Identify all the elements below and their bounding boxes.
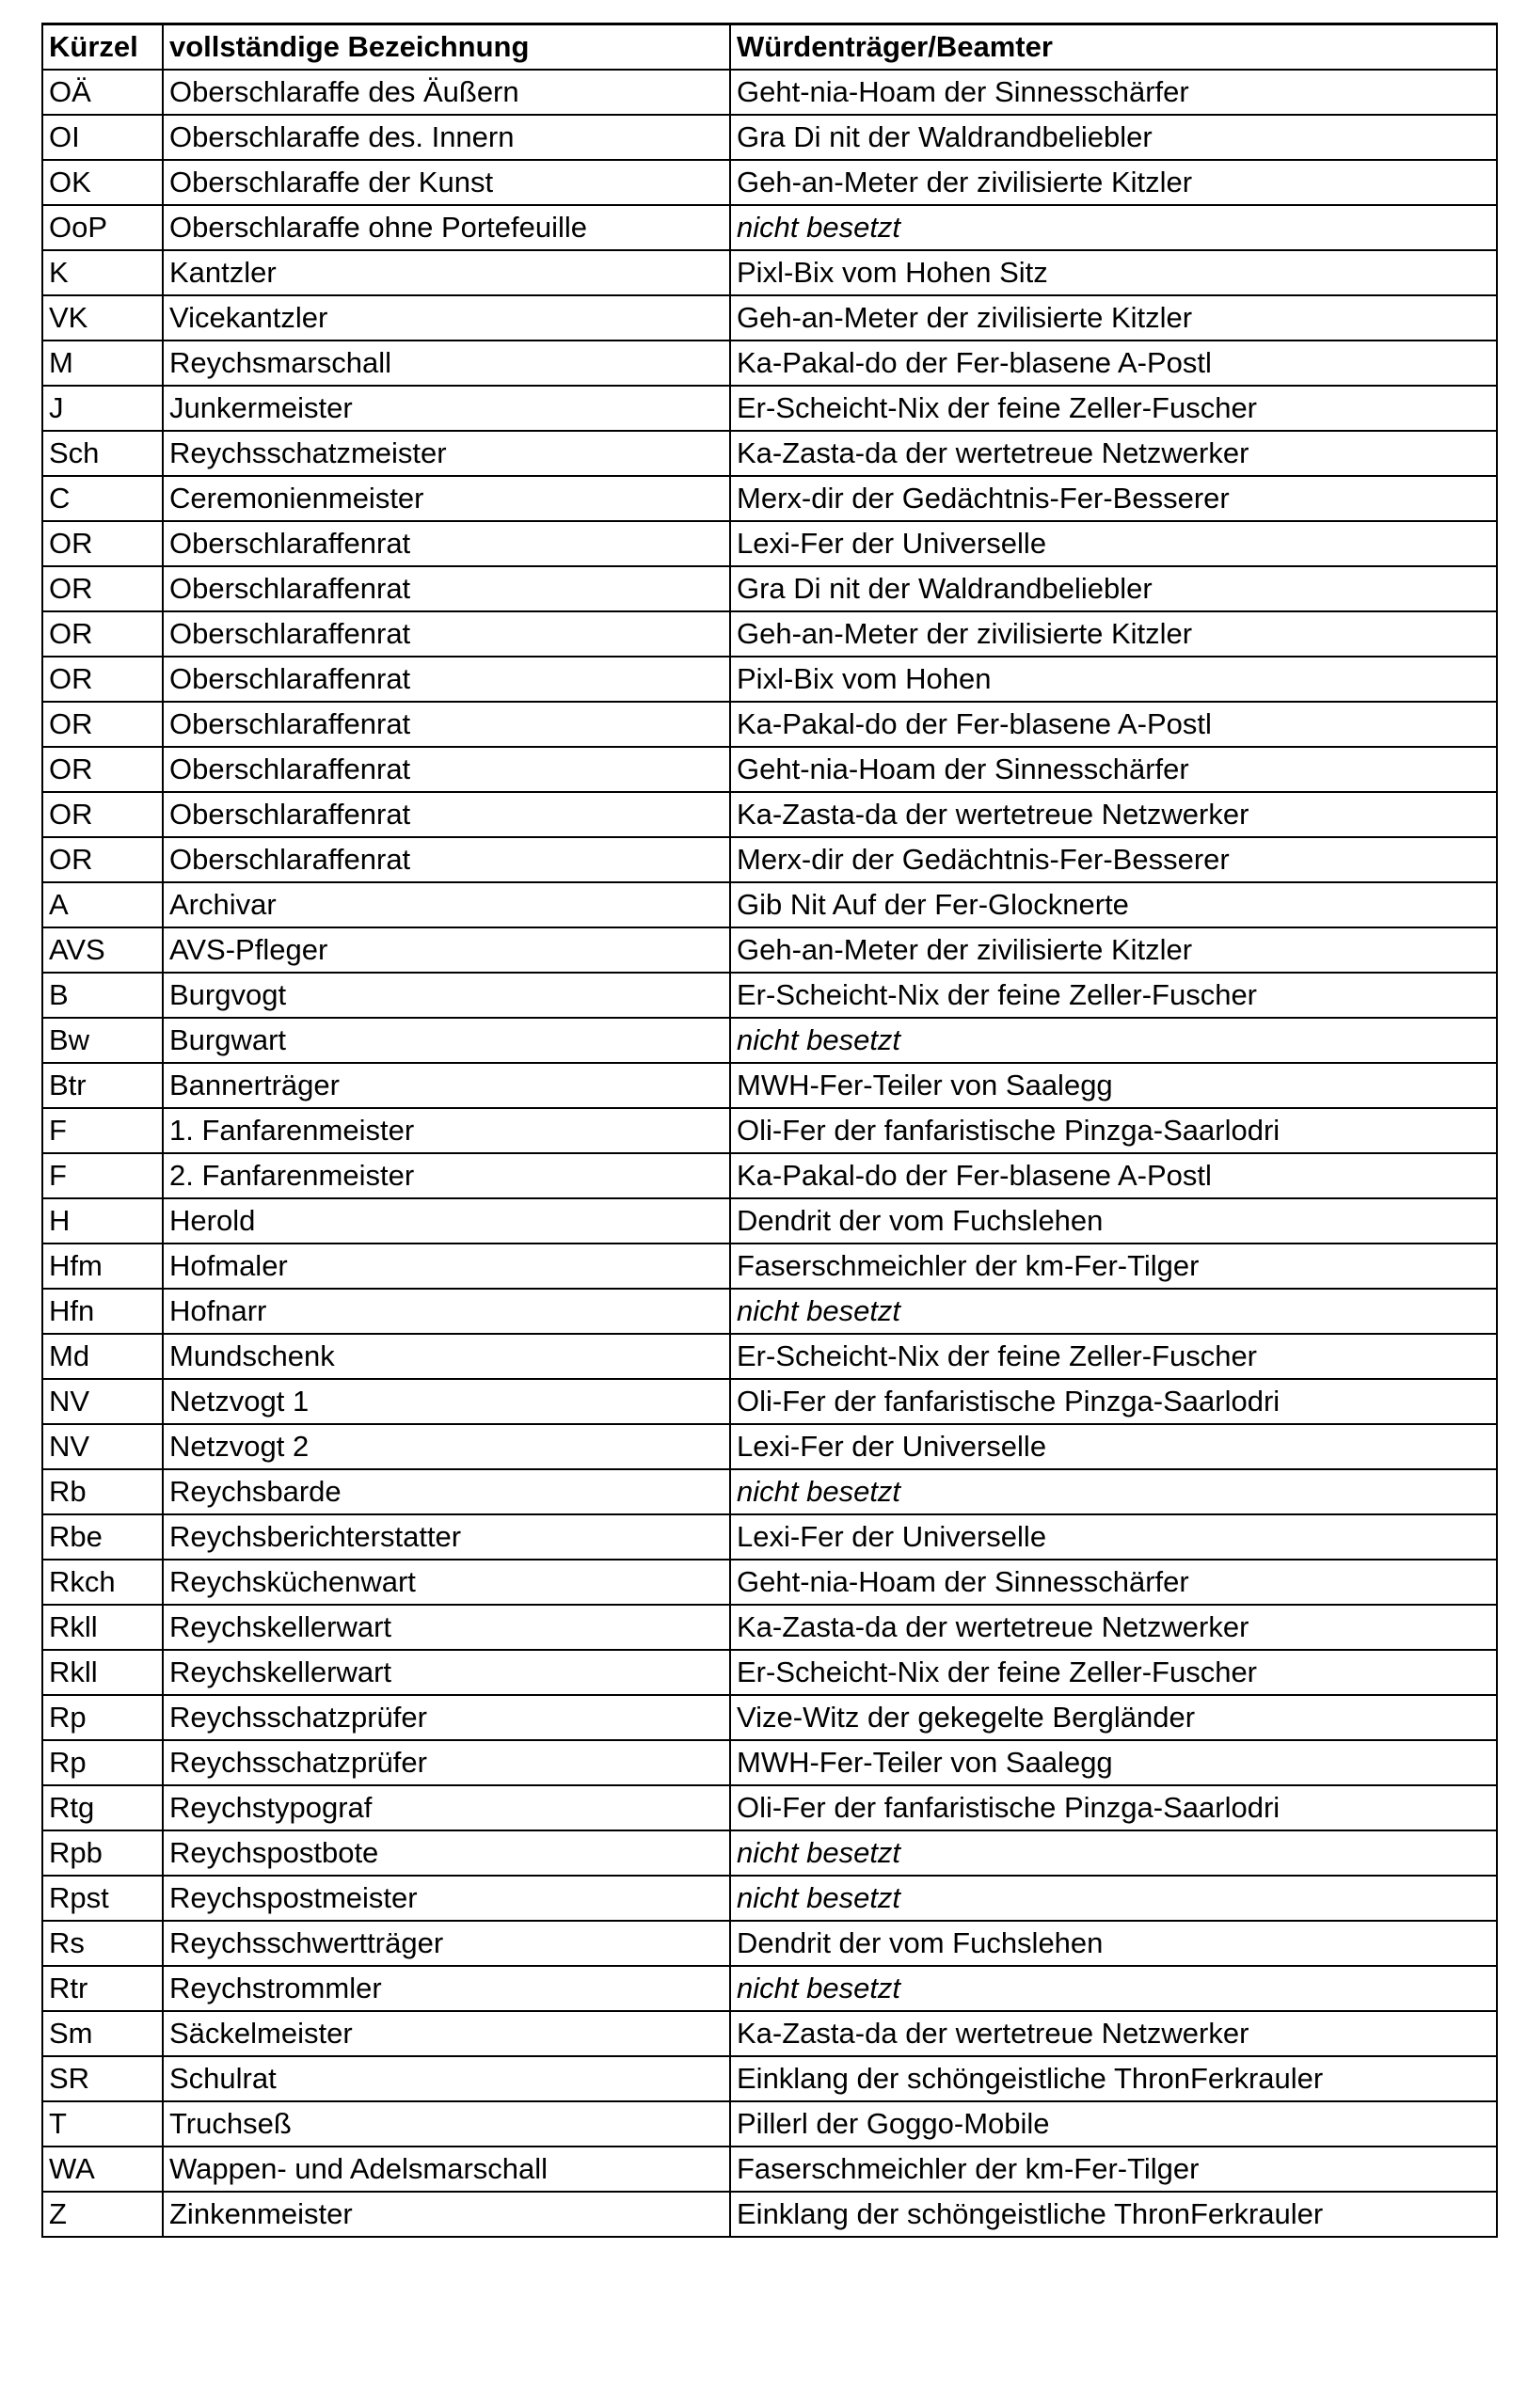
abbreviation-cell: OR bbox=[42, 566, 163, 611]
table-row bbox=[42, 702, 1497, 747]
abbreviation-cell: OR bbox=[42, 747, 163, 792]
table-row bbox=[42, 115, 1497, 160]
table-row bbox=[42, 1469, 1497, 1514]
table-row bbox=[42, 1650, 1497, 1695]
table-row bbox=[42, 1108, 1497, 1153]
office-holder-cell: Merx-dir der Gedächtnis-Fer-Besserer bbox=[730, 476, 1497, 521]
full-title-cell: Reychspostbote bbox=[163, 1830, 730, 1876]
full-title-cell: Reychskellerwart bbox=[163, 1650, 730, 1695]
full-title-cell: Wappen- und Adelsmarschall bbox=[163, 2147, 730, 2192]
full-title-cell: Oberschlaraffe ohne Portefeuille bbox=[163, 205, 730, 250]
table-row bbox=[42, 2147, 1497, 2192]
table-row bbox=[42, 1876, 1497, 1921]
abbreviation-cell: Z bbox=[42, 2192, 163, 2237]
abbreviation-cell: F bbox=[42, 1153, 163, 1198]
full-title-cell: Reychstypograf bbox=[163, 1785, 730, 1830]
abbreviation-cell: OÄ bbox=[42, 70, 163, 115]
abbreviation-cell: OoP bbox=[42, 205, 163, 250]
full-title-cell: 1. Fanfarenmeister bbox=[163, 1108, 730, 1153]
table-row bbox=[42, 160, 1497, 205]
office-holder-cell: Dendrit der vom Fuchslehen bbox=[730, 1921, 1497, 1966]
abbreviation-cell: Rtr bbox=[42, 1966, 163, 2011]
full-title-cell: Hofmaler bbox=[163, 1244, 730, 1289]
abbreviation-cell: A bbox=[42, 882, 163, 927]
office-holder-cell: MWH-Fer-Teiler von Saalegg bbox=[730, 1740, 1497, 1785]
office-holder-cell: MWH-Fer-Teiler von Saalegg bbox=[730, 1063, 1497, 1108]
full-title-cell: Reychsschatzprüfer bbox=[163, 1695, 730, 1740]
header-abbreviation: Kürzel bbox=[42, 24, 163, 71]
office-holder-cell: Ka-Zasta-da der wertetreue Netzwerker bbox=[730, 2011, 1497, 2056]
full-title-cell: Oberschlaraffenrat bbox=[163, 566, 730, 611]
full-title-cell: Oberschlaraffenrat bbox=[163, 702, 730, 747]
abbreviation-cell: OI bbox=[42, 115, 163, 160]
full-title-cell: Reychsschatzmeister bbox=[163, 431, 730, 476]
abbreviation-cell: H bbox=[42, 1198, 163, 1244]
full-title-cell: Reychsschwertträger bbox=[163, 1921, 730, 1966]
abbreviation-cell: VK bbox=[42, 295, 163, 341]
full-title-cell: Netzvogt 1 bbox=[163, 1379, 730, 1424]
abbreviation-cell: NV bbox=[42, 1379, 163, 1424]
abbreviation-cell: Hfm bbox=[42, 1244, 163, 1289]
office-holder-cell: Er-Scheicht-Nix der feine Zeller-Fuscher bbox=[730, 386, 1497, 431]
full-title-cell: Oberschlaraffenrat bbox=[163, 747, 730, 792]
table-row bbox=[42, 611, 1497, 657]
office-holder-cell: Ka-Pakal-do der Fer-blasene A-Postl bbox=[730, 702, 1497, 747]
table-row bbox=[42, 882, 1497, 927]
full-title-cell: Oberschlaraffenrat bbox=[163, 792, 730, 837]
table-row bbox=[42, 837, 1497, 882]
abbreviation-cell: T bbox=[42, 2101, 163, 2147]
office-holder-cell: Ka-Zasta-da der wertetreue Netzwerker bbox=[730, 1605, 1497, 1650]
table-row bbox=[42, 1695, 1497, 1740]
abbreviation-cell: OK bbox=[42, 160, 163, 205]
office-holder-cell: nicht besetzt bbox=[730, 1966, 1497, 2011]
abbreviation-cell: Rkll bbox=[42, 1650, 163, 1695]
full-title-cell: Junkermeister bbox=[163, 386, 730, 431]
abbreviation-cell: OR bbox=[42, 702, 163, 747]
table-row bbox=[42, 657, 1497, 702]
office-holder-cell: nicht besetzt bbox=[730, 205, 1497, 250]
abbreviation-cell: J bbox=[42, 386, 163, 431]
office-holder-cell: Ka-Zasta-da der wertetreue Netzwerker bbox=[730, 792, 1497, 837]
table-row bbox=[42, 1063, 1497, 1108]
table-row bbox=[42, 2192, 1497, 2237]
full-title-cell: Oberschlaraffe des. Innern bbox=[163, 115, 730, 160]
table-row bbox=[42, 1018, 1497, 1063]
table-row bbox=[42, 973, 1497, 1018]
full-title-cell: Schulrat bbox=[163, 2056, 730, 2101]
table-row bbox=[42, 1966, 1497, 2011]
office-holder-cell: nicht besetzt bbox=[730, 1876, 1497, 1921]
office-holder-cell: Geh-an-Meter der zivilisierte Kitzler bbox=[730, 611, 1497, 657]
office-holder-cell: Oli-Fer der fanfaristische Pinzga-Saarlodri bbox=[730, 1379, 1497, 1424]
table-body bbox=[42, 70, 1497, 2237]
table-row bbox=[42, 341, 1497, 386]
office-holder-cell: Dendrit der vom Fuchslehen bbox=[730, 1198, 1497, 1244]
table-row bbox=[42, 1740, 1497, 1785]
full-title-cell: Burgvogt bbox=[163, 973, 730, 1018]
table-row bbox=[42, 1198, 1497, 1244]
abbreviation-cell: K bbox=[42, 250, 163, 295]
abbreviation-cell: OR bbox=[42, 837, 163, 882]
full-title-cell: Burgwart bbox=[163, 1018, 730, 1063]
full-title-cell: Oberschlaraffenrat bbox=[163, 521, 730, 566]
table-row bbox=[42, 1514, 1497, 1560]
office-holder-cell: Lexi-Fer der Universelle bbox=[730, 521, 1497, 566]
table-row bbox=[42, 792, 1497, 837]
full-title-cell: 2. Fanfarenmeister bbox=[163, 1153, 730, 1198]
office-holder-cell: Oli-Fer der fanfaristische Pinzga-Saarlodri bbox=[730, 1785, 1497, 1830]
abbreviation-cell: C bbox=[42, 476, 163, 521]
full-title-cell: Reychstrommler bbox=[163, 1966, 730, 2011]
table-row bbox=[42, 1289, 1497, 1334]
office-holder-cell: Ka-Pakal-do der Fer-blasene A-Postl bbox=[730, 1153, 1497, 1198]
office-holder-cell: Gra Di nit der Waldrandbeliebler bbox=[730, 566, 1497, 611]
full-title-cell: Truchseß bbox=[163, 2101, 730, 2147]
office-holder-cell: Geht-nia-Hoam der Sinnesschärfer bbox=[730, 1560, 1497, 1605]
office-holder-cell: Er-Scheicht-Nix der feine Zeller-Fuscher bbox=[730, 973, 1497, 1018]
office-holder-cell: Gib Nit Auf der Fer-Glocknerte bbox=[730, 882, 1497, 927]
abbreviation-cell: Rpst bbox=[42, 1876, 163, 1921]
table-row bbox=[42, 386, 1497, 431]
office-holder-cell: Gra Di nit der Waldrandbeliebler bbox=[730, 115, 1497, 160]
full-title-cell: Oberschlaraffe des Äußern bbox=[163, 70, 730, 115]
abbreviation-cell: Rtg bbox=[42, 1785, 163, 1830]
full-title-cell: Hofnarr bbox=[163, 1289, 730, 1334]
abbreviation-cell: WA bbox=[42, 2147, 163, 2192]
full-title-cell: Reychspostmeister bbox=[163, 1876, 730, 1921]
table-row bbox=[42, 1605, 1497, 1650]
office-holder-cell: Er-Scheicht-Nix der feine Zeller-Fuscher bbox=[730, 1334, 1497, 1379]
full-title-cell: Herold bbox=[163, 1198, 730, 1244]
full-title-cell: Mundschenk bbox=[163, 1334, 730, 1379]
office-holder-cell: Geht-nia-Hoam der Sinnesschärfer bbox=[730, 747, 1497, 792]
full-title-cell: Oberschlaraffenrat bbox=[163, 611, 730, 657]
office-holder-cell: Merx-dir der Gedächtnis-Fer-Besserer bbox=[730, 837, 1497, 882]
office-holder-cell: Pillerl der Goggo-Mobile bbox=[730, 2101, 1497, 2147]
abbreviation-cell: Rb bbox=[42, 1469, 163, 1514]
abbreviation-cell: Bw bbox=[42, 1018, 163, 1063]
table-row bbox=[42, 747, 1497, 792]
abbreviation-cell: B bbox=[42, 973, 163, 1018]
office-holder-cell: Faserschmeichler der km-Fer-Tilger bbox=[730, 2147, 1497, 2192]
officials-table bbox=[41, 23, 1498, 2238]
table-row bbox=[42, 1153, 1497, 1198]
full-title-cell: Reychsküchenwart bbox=[163, 1560, 730, 1605]
header-row bbox=[42, 24, 1497, 71]
full-title-cell: Oberschlaraffenrat bbox=[163, 657, 730, 702]
full-title-cell: Reychsberichterstatter bbox=[163, 1514, 730, 1560]
header-full-title: vollständige Bezeichnung bbox=[163, 24, 730, 71]
table-row bbox=[42, 1379, 1497, 1424]
abbreviation-cell: Rs bbox=[42, 1921, 163, 1966]
abbreviation-cell: F bbox=[42, 1108, 163, 1153]
office-holder-cell: nicht besetzt bbox=[730, 1469, 1497, 1514]
abbreviation-cell: AVS bbox=[42, 927, 163, 973]
abbreviation-cell: Rp bbox=[42, 1695, 163, 1740]
table-row bbox=[42, 250, 1497, 295]
table-row bbox=[42, 295, 1497, 341]
table-row bbox=[42, 2101, 1497, 2147]
abbreviation-cell: M bbox=[42, 341, 163, 386]
office-holder-cell: Geh-an-Meter der zivilisierte Kitzler bbox=[730, 295, 1497, 341]
table-row bbox=[42, 927, 1497, 973]
table-row bbox=[42, 1424, 1497, 1469]
full-title-cell: Reychsbarde bbox=[163, 1469, 730, 1514]
full-title-cell: Netzvogt 2 bbox=[163, 1424, 730, 1469]
abbreviation-cell: OR bbox=[42, 792, 163, 837]
table-row bbox=[42, 1334, 1497, 1379]
full-title-cell: Zinkenmeister bbox=[163, 2192, 730, 2237]
abbreviation-cell: Sm bbox=[42, 2011, 163, 2056]
abbreviation-cell: OR bbox=[42, 657, 163, 702]
abbreviation-cell: Rkch bbox=[42, 1560, 163, 1605]
abbreviation-cell: SR bbox=[42, 2056, 163, 2101]
table-row bbox=[42, 1785, 1497, 1830]
abbreviation-cell: Btr bbox=[42, 1063, 163, 1108]
full-title-cell: AVS-Pfleger bbox=[163, 927, 730, 973]
office-holder-cell: Geht-nia-Hoam der Sinnesschärfer bbox=[730, 70, 1497, 115]
abbreviation-cell: Sch bbox=[42, 431, 163, 476]
table-row bbox=[42, 1921, 1497, 1966]
abbreviation-cell: NV bbox=[42, 1424, 163, 1469]
full-title-cell: Reychsschatzprüfer bbox=[163, 1740, 730, 1785]
full-title-cell: Oberschlaraffe der Kunst bbox=[163, 160, 730, 205]
table-row bbox=[42, 1830, 1497, 1876]
abbreviation-cell: Md bbox=[42, 1334, 163, 1379]
table-row bbox=[42, 2056, 1497, 2101]
full-title-cell: Archivar bbox=[163, 882, 730, 927]
office-holder-cell: nicht besetzt bbox=[730, 1289, 1497, 1334]
office-holder-cell: Einklang der schöngeistliche ThronFerkrauler bbox=[730, 2056, 1497, 2101]
full-title-cell: Reychsmarschall bbox=[163, 341, 730, 386]
table-row bbox=[42, 1560, 1497, 1605]
header-office-holder: Würdenträger/Beamter bbox=[730, 24, 1497, 71]
full-title-cell: Bannerträger bbox=[163, 1063, 730, 1108]
full-title-cell: Vicekantzler bbox=[163, 295, 730, 341]
abbreviation-cell: Hfn bbox=[42, 1289, 163, 1334]
table-header bbox=[42, 24, 1497, 71]
table-row bbox=[42, 1244, 1497, 1289]
abbreviation-cell: Rbe bbox=[42, 1514, 163, 1560]
office-holder-cell: Geh-an-Meter der zivilisierte Kitzler bbox=[730, 160, 1497, 205]
office-holder-cell: nicht besetzt bbox=[730, 1830, 1497, 1876]
abbreviation-cell: OR bbox=[42, 521, 163, 566]
full-title-cell: Säckelmeister bbox=[163, 2011, 730, 2056]
table-row bbox=[42, 205, 1497, 250]
office-holder-cell: Faserschmeichler der km-Fer-Tilger bbox=[730, 1244, 1497, 1289]
table-row bbox=[42, 476, 1497, 521]
office-holder-cell: Ka-Pakal-do der Fer-blasene A-Postl bbox=[730, 341, 1497, 386]
office-holder-cell: Oli-Fer der fanfaristische Pinzga-Saarlodri bbox=[730, 1108, 1497, 1153]
office-holder-cell: Einklang der schöngeistliche ThronFerkrauler bbox=[730, 2192, 1497, 2237]
table-row bbox=[42, 70, 1497, 115]
office-holder-cell: Pixl-Bix vom Hohen bbox=[730, 657, 1497, 702]
full-title-cell: Reychskellerwart bbox=[163, 1605, 730, 1650]
office-holder-cell: Lexi-Fer der Universelle bbox=[730, 1424, 1497, 1469]
office-holder-cell: Pixl-Bix vom Hohen Sitz bbox=[730, 250, 1497, 295]
abbreviation-cell: OR bbox=[42, 611, 163, 657]
office-holder-cell: Ka-Zasta-da der wertetreue Netzwerker bbox=[730, 431, 1497, 476]
table-row bbox=[42, 521, 1497, 566]
full-title-cell: Ceremonienmeister bbox=[163, 476, 730, 521]
full-title-cell: Oberschlaraffenrat bbox=[163, 837, 730, 882]
full-title-cell: Kantzler bbox=[163, 250, 730, 295]
abbreviation-cell: Rp bbox=[42, 1740, 163, 1785]
table-row bbox=[42, 566, 1497, 611]
office-holder-cell: Vize-Witz der gekegelte Bergländer bbox=[730, 1695, 1497, 1740]
table-row bbox=[42, 2011, 1497, 2056]
office-holder-cell: Er-Scheicht-Nix der feine Zeller-Fuscher bbox=[730, 1650, 1497, 1695]
abbreviation-cell: Rpb bbox=[42, 1830, 163, 1876]
abbreviation-cell: Rkll bbox=[42, 1605, 163, 1650]
office-holder-cell: Lexi-Fer der Universelle bbox=[730, 1514, 1497, 1560]
office-holder-cell: nicht besetzt bbox=[730, 1018, 1497, 1063]
table-row bbox=[42, 431, 1497, 476]
office-holder-cell: Geh-an-Meter der zivilisierte Kitzler bbox=[730, 927, 1497, 973]
